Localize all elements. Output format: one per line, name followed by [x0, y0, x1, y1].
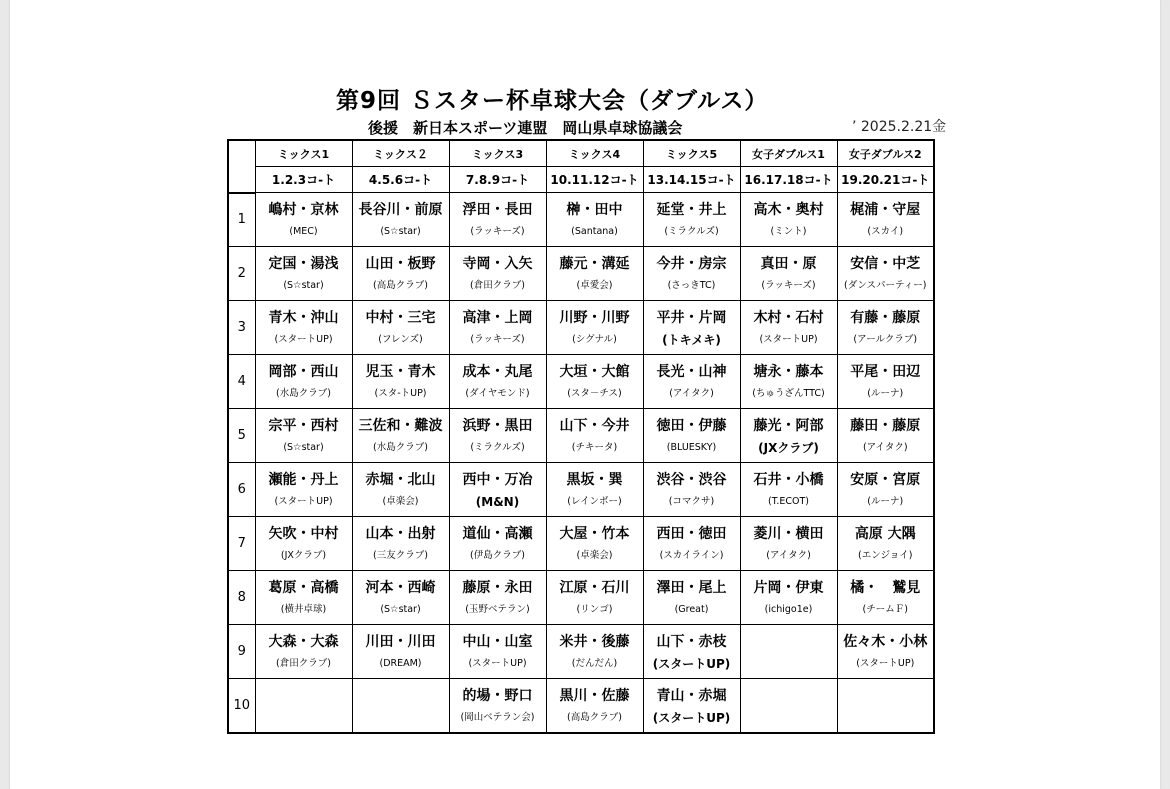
pair-names: 今井・房宗 [656, 255, 727, 272]
club-name: (スタートUP) [468, 657, 527, 669]
club-name: (高島クラブ) [373, 279, 428, 291]
pair-names: 澤田・尾上 [656, 579, 727, 596]
club-name: (エンジョイ) [858, 549, 913, 561]
pair-cell [352, 517, 449, 571]
club-name: (だんだん) [571, 657, 618, 669]
club-name: (S☆star) [380, 225, 421, 237]
club-name: (コマクサ) [668, 495, 715, 507]
pair-names: 高津・上岡 [462, 309, 533, 326]
club-name: (倉田クラブ) [276, 657, 331, 669]
row-number: 6 [228, 463, 255, 517]
club-name: (ラッキーズ) [470, 225, 525, 237]
pair-cell [352, 463, 449, 517]
pair-names: 大垣・大館 [559, 363, 630, 380]
pair-names: 梶浦・守屋 [850, 201, 921, 218]
pair-cell [449, 517, 546, 571]
club-name: (S☆star) [283, 279, 324, 291]
pair-names: 山田・板野 [365, 255, 436, 272]
row-number: 2 [228, 247, 255, 301]
club-name: (JXクラブ) [280, 549, 327, 561]
pair-names: 西田・徳田 [656, 525, 727, 542]
pair-names: 黒川・佐藤 [559, 687, 630, 704]
pair-cell [352, 679, 449, 734]
pair-names: 中山・山室 [462, 633, 533, 650]
pair-cell [449, 355, 546, 409]
division-header: 女子ダブルス2 [837, 140, 934, 167]
row-number: 3 [228, 301, 255, 355]
pair-cell [837, 625, 934, 679]
pair-cell [546, 571, 643, 625]
club-name: (ミラクルズ) [470, 441, 525, 453]
pair-names: 山下・赤枝 [656, 633, 727, 650]
table-row [228, 193, 934, 247]
club-name: (スタートUP) [274, 333, 333, 345]
division-header: ミックス3 [449, 140, 546, 167]
pair-cell [643, 193, 740, 247]
pair-names: 黒坂・巽 [566, 471, 623, 488]
table-row [228, 679, 934, 734]
table-row [228, 409, 934, 463]
row-number: 10 [228, 679, 255, 734]
club-name: (伊島クラブ) [470, 549, 525, 561]
pair-names: 浜野・黒田 [462, 417, 533, 434]
club-name: (シグナル) [572, 333, 617, 345]
club-name: (岡山ベテラン会) [460, 711, 535, 723]
pair-cell [449, 301, 546, 355]
club-name: (S☆star) [283, 441, 324, 453]
pair-names: 大屋・竹本 [559, 525, 630, 542]
pair-names: 中村・三宅 [365, 309, 436, 326]
club-name: (スタ－チス) [567, 387, 622, 399]
club-name: (アイタク) [766, 549, 811, 561]
pair-names: 藤元・溝延 [559, 255, 630, 272]
club-name: (倉田クラブ) [470, 279, 525, 291]
division-header: ミックス1 [255, 140, 352, 167]
pair-cell [449, 193, 546, 247]
club-name: (ダンスパーティー) [844, 279, 927, 291]
pair-cell [352, 301, 449, 355]
pair-cell [255, 355, 352, 409]
pair-names: 江原・石川 [559, 579, 630, 596]
club-name: (Great) [674, 603, 709, 615]
pair-names: 佐々木・小林 [843, 633, 928, 650]
pair-names: 河本・西崎 [365, 579, 436, 596]
pair-names: 有藤・藤原 [850, 309, 921, 326]
header-row-division [228, 140, 934, 167]
pair-names: 平井・片岡 [656, 309, 727, 326]
division-header: ミックス5 [643, 140, 740, 167]
pair-names: 山本・出射 [365, 525, 436, 542]
pair-cell [740, 409, 837, 463]
pair-names: 長谷川・前原 [358, 201, 443, 218]
club-name: (高島クラブ) [567, 711, 622, 723]
pair-cell [255, 571, 352, 625]
pair-names: 岡部・西山 [268, 363, 339, 380]
pair-names: 平尾・田辺 [850, 363, 921, 380]
pair-names: 嶋村・京林 [268, 201, 339, 218]
club-name: (水島クラブ) [373, 441, 428, 453]
pair-names: 児玉・青木 [365, 363, 436, 380]
pair-names: 橘・ 鷲見 [850, 579, 921, 596]
club-name: (スタートUP) [759, 333, 818, 345]
pair-cell [449, 463, 546, 517]
club-name: (T.ECOT) [767, 495, 810, 507]
pair-cell [546, 463, 643, 517]
pair-cell [643, 679, 740, 734]
pair-names: 真田・原 [760, 255, 817, 272]
row-number: 8 [228, 571, 255, 625]
club-name: (フレンズ) [378, 333, 423, 345]
club-name: (アールクラブ) [853, 333, 918, 345]
pair-names: 木村・石村 [753, 309, 824, 326]
row-number: 1 [228, 193, 255, 247]
row-number: 4 [228, 355, 255, 409]
pair-names: 宗平・西村 [268, 417, 339, 434]
club-name: (ミラクルズ) [664, 225, 719, 237]
pair-cell [740, 625, 837, 679]
pair-names: 安原・宮原 [850, 471, 921, 488]
pair-names: 榊・田中 [566, 201, 623, 218]
pair-names: 延堂・井上 [656, 201, 727, 218]
page-title: 第9回 Ｓスター杯卓球大会（ダブルス） [336, 88, 769, 114]
table-row [228, 463, 934, 517]
pair-cell [352, 409, 449, 463]
pair-cell [449, 409, 546, 463]
table-row [228, 625, 934, 679]
club-name: (JXクラブ) [758, 440, 819, 455]
club-name: (スタートUP) [856, 657, 915, 669]
pair-cell [546, 409, 643, 463]
pair-cell [255, 517, 352, 571]
club-name: (リンゴ) [576, 603, 613, 615]
row-number: 5 [228, 409, 255, 463]
court-header: 4.5.6コ-ト [352, 167, 449, 193]
club-name: (ミント) [770, 225, 807, 237]
division-header: ミックス２ [352, 140, 449, 167]
table-row [228, 571, 934, 625]
row-number: 9 [228, 625, 255, 679]
club-name: (ラッキーズ) [470, 333, 525, 345]
pair-names: 浮田・長田 [462, 201, 533, 218]
club-name: (MEC) [289, 225, 318, 237]
table-row [228, 247, 934, 301]
pair-names: 赤堀・北山 [365, 471, 436, 488]
table-body [228, 193, 934, 734]
pair-cell [740, 193, 837, 247]
pair-cell [837, 193, 934, 247]
pair-cell [546, 301, 643, 355]
pair-names: 渋谷・渋谷 [656, 471, 727, 488]
pair-cell [255, 247, 352, 301]
pair-cell [837, 409, 934, 463]
pair-names: 青山・赤堀 [656, 687, 727, 704]
pair-cell [643, 247, 740, 301]
court-header: 10.11.12コ-ト [546, 167, 643, 193]
club-name: (さっきTC) [667, 279, 716, 291]
pair-cell [837, 301, 934, 355]
pair-cell [643, 517, 740, 571]
club-name: (トキメキ) [662, 332, 721, 347]
row-number: 7 [228, 517, 255, 571]
pair-cell [837, 517, 934, 571]
pair-cell [740, 247, 837, 301]
pair-cell [643, 571, 740, 625]
pair-names: 藤原・永田 [462, 579, 533, 596]
pair-cell [740, 301, 837, 355]
pair-cell [255, 679, 352, 734]
club-name: (ルーナ) [867, 495, 904, 507]
pair-names: 長光・山神 [656, 363, 727, 380]
pair-cell [837, 679, 934, 734]
club-name: (スカイ) [867, 225, 904, 237]
pair-cell [352, 247, 449, 301]
pair-names: 高木・奥村 [753, 201, 824, 218]
pair-cell [740, 517, 837, 571]
pair-names: 的場・野口 [462, 687, 533, 704]
pair-cell [255, 409, 352, 463]
pair-cell [449, 679, 546, 734]
pair-names: 西中・万冶 [462, 471, 533, 488]
header-row-courts [228, 167, 934, 193]
pair-cell [740, 679, 837, 734]
pair-cell [740, 571, 837, 625]
club-name: (卓楽会) [382, 495, 419, 507]
court-header: 13.14.15コ-ト [643, 167, 740, 193]
club-name: (ルーナ) [867, 387, 904, 399]
draw-table [227, 139, 935, 734]
pair-cell [643, 301, 740, 355]
pair-names: 川田・川田 [365, 633, 436, 650]
pair-cell [352, 193, 449, 247]
club-name: (横井卓球) [280, 603, 327, 615]
pair-cell [352, 571, 449, 625]
pair-names: 塘永・藤本 [753, 363, 824, 380]
club-name: (レインボー) [567, 495, 622, 507]
club-name: (ダイヤモンド) [465, 387, 530, 399]
club-name: (玉野ベテラン) [465, 603, 530, 615]
pair-cell [643, 409, 740, 463]
club-name: (三友クラブ) [373, 549, 428, 561]
club-name: (チームＦ) [862, 603, 908, 615]
pair-names: 道仙・高瀬 [462, 525, 533, 542]
pair-cell [352, 355, 449, 409]
pair-cell [643, 625, 740, 679]
pair-names: 高原 大隅 [854, 525, 916, 542]
pair-names: 葛原・高橋 [268, 579, 339, 596]
pair-cell [255, 193, 352, 247]
header-corner [228, 140, 255, 193]
pair-names: 寺岡・入矢 [462, 255, 533, 272]
pair-cell [643, 463, 740, 517]
pair-cell [255, 463, 352, 517]
court-header: 19.20.21コ-ト [837, 167, 934, 193]
pair-cell [837, 247, 934, 301]
club-name: (スカイライン) [659, 549, 724, 561]
court-header: 16.17.18コ-ト [740, 167, 837, 193]
pair-cell [449, 625, 546, 679]
pair-names: 瀬能・丹上 [268, 471, 339, 488]
pair-names: 米井・後藤 [559, 633, 630, 650]
club-name: (アイタク) [862, 441, 908, 453]
pair-names: 藤田・藤原 [850, 417, 921, 434]
club-name: (ichigo1e) [764, 603, 813, 615]
pair-cell [740, 463, 837, 517]
pair-cell [449, 571, 546, 625]
pair-cell [352, 625, 449, 679]
club-name: (スタートUP) [652, 710, 731, 725]
pair-cell [546, 193, 643, 247]
pair-cell [255, 625, 352, 679]
table-row [228, 355, 934, 409]
pair-names: 定国・湯浅 [268, 255, 339, 272]
club-name: (スタートUP) [274, 495, 333, 507]
pair-cell [740, 355, 837, 409]
pair-names: 片岡・伊東 [753, 579, 824, 596]
club-name: (ラッキーズ) [761, 279, 816, 291]
pair-names: 藤光・阿部 [753, 417, 824, 434]
pair-names: 矢吹・中村 [268, 525, 339, 542]
club-name: (スタートUP) [652, 656, 731, 671]
pair-cell [837, 571, 934, 625]
document-date: ’ 2025.2.21金 [852, 119, 947, 135]
club-name: (M&N) [475, 494, 520, 509]
table-row [228, 301, 934, 355]
pair-names: 菱川・横田 [753, 525, 824, 542]
pair-names: 成本・丸尾 [462, 363, 533, 380]
pair-cell [546, 679, 643, 734]
club-name: (DREAM) [379, 657, 422, 669]
division-header: 女子ダブルス1 [740, 140, 837, 167]
pair-cell [837, 355, 934, 409]
club-name: (卓楽会) [576, 549, 613, 561]
pair-names: 石井・小橋 [753, 471, 824, 488]
pair-names: 三佐和・難波 [358, 417, 443, 434]
pair-cell [837, 463, 934, 517]
court-header: 1.2.3コ-ト [255, 167, 352, 193]
pair-cell [255, 301, 352, 355]
court-header: 7.8.9コ-ト [449, 167, 546, 193]
club-name: (Santana) [571, 225, 618, 237]
pair-names: 川野・川野 [559, 309, 630, 326]
pair-names: 徳田・伊藤 [656, 417, 727, 434]
club-name: (BLUESKY) [666, 441, 717, 453]
club-name: (スタ-トUP) [374, 387, 427, 399]
pair-cell [546, 517, 643, 571]
pair-names: 大森・大森 [268, 633, 339, 650]
pair-cell [546, 625, 643, 679]
pair-names: 青木・沖山 [268, 309, 339, 326]
club-name: (卓愛会) [576, 279, 613, 291]
pair-cell [643, 355, 740, 409]
pair-cell [449, 247, 546, 301]
club-name: (ちゅうざんTTC) [752, 387, 825, 399]
pair-cell [546, 355, 643, 409]
division-header: ミックス4 [546, 140, 643, 167]
pair-names: 安信・中芝 [850, 255, 921, 272]
club-name: (水島クラブ) [276, 387, 331, 399]
pair-names: 山下・今井 [559, 417, 630, 434]
pair-cell [546, 247, 643, 301]
club-name: (S☆star) [380, 603, 421, 615]
club-name: (アイタク) [669, 387, 714, 399]
club-name: (チキータ) [571, 441, 618, 453]
table-row [228, 517, 934, 571]
page-subtitle: 後援 新日本スポーツ連盟 岡山県卓球協議会 [368, 119, 683, 137]
